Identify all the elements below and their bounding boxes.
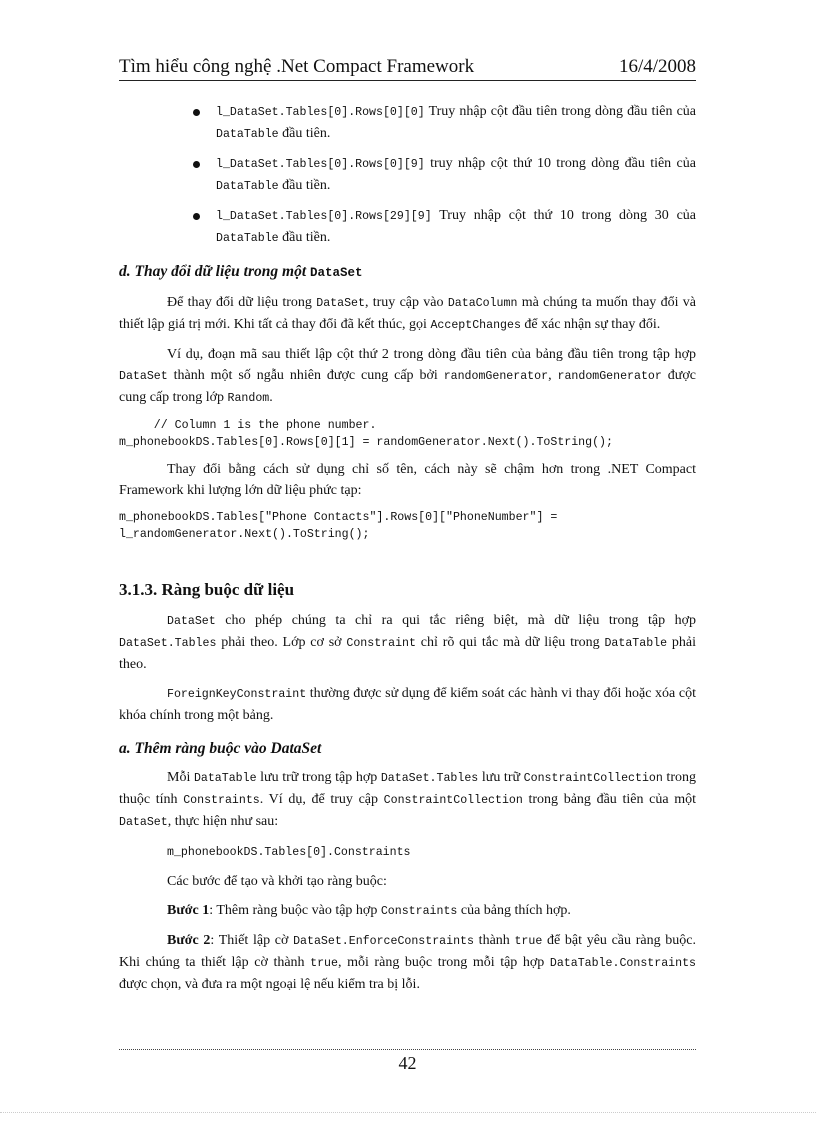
heading-text: d. Thay đổi dữ liệu trong một	[119, 263, 310, 280]
inline-code: DataTable	[216, 128, 279, 141]
bullet-icon	[193, 161, 200, 168]
paragraph: Thay đổi bằng cách sử dụng chỉ số tên, cách này sẽ chậm hơn trong .NET Compact Framework khi lượng lớn dữ liệu phức tạp:	[119, 462, 696, 498]
paragraph: Để thay đổi dữ liệu trong DataSet, truy cập vào DataColumn mà chúng ta muốn thay đổi và thiết lập giá trị mới. Khi tất cả thay đổi đã kết thúc, gọi AcceptChanges để xác nhận sự thay đổi.	[119, 295, 696, 332]
code-line: m_phonebookDS.Tables[0].Constraints	[167, 846, 411, 859]
paragraph: DataSet cho phép chúng ta chỉ ra qui tắc riêng biệt, mà dữ liệu trong tập hợp DataSet.Tables phải theo. Lớp cơ sở Constraint chỉ rõ qui tắc mà dữ liệu trong DataTable phải theo.	[119, 613, 696, 672]
bullet-icon	[193, 109, 200, 116]
inline-code: l_DataSet.Tables[0].Rows[0][9]	[216, 158, 425, 171]
header-date: 16/4/2008	[618, 56, 696, 77]
bullet-text: đầu tiền.	[278, 178, 331, 193]
list-item	[119, 205, 696, 249]
section-d-heading	[119, 261, 696, 284]
bullet-text: đầu tiên.	[278, 126, 331, 141]
inline-code: l_DataSet.Tables[0].Rows[0][0]	[216, 106, 425, 119]
bullet-icon	[193, 213, 200, 220]
list-item	[119, 153, 696, 197]
step-2: Bước 2: Thiết lập cờ DataSet.EnforceConstraints thành true để bật yêu cầu ràng buộc. Khi chúng ta thiết lập cờ thành true, mỗi ràng buộc trong mỗi tập hợp DataTable.Constraints được chọn, và đưa ra một ngoại lệ nếu kiểm tra bị lỗi.	[119, 933, 696, 992]
paragraph: Ví dụ, đoạn mã sau thiết lập cột thứ 2 trong dòng đầu tiên của bảng đầu tiên trong tập hợp DataSet thành một số ngẫu nhiên được cung cấp bởi randomGenerator, randomGenerator được cung cấp trong lớp Random.	[119, 347, 696, 405]
bullet-text: Truy nhập cột đầu tiên trong dòng đầu tiên của	[424, 104, 696, 119]
page-bottom-divider	[0, 1112, 816, 1113]
code-block: m_phonebookDS.Tables["Phone Contacts"].Rows[0]["PhoneNumber"] = l_randomGenerator.Next().ToString();	[119, 511, 558, 541]
bullet-text: Truy nhập cột thứ 10 trong dòng 30 của	[431, 208, 696, 223]
code-block: // Column 1 is the phone number. m_phonebookDS.Tables[0].Rows[0][1] = randomGenerator.Next().ToString();	[119, 419, 613, 449]
bullet-text: đầu tiền.	[278, 230, 331, 245]
paragraph: Mỗi DataTable lưu trữ trong tập hợp DataSet.Tables lưu trữ ConstraintCollection trong thuộc tính Constraints. Ví dụ, để truy cập ConstraintCollection trong bảng đầu tiên của một DataSet, thực hiện như sau:	[119, 770, 696, 829]
paragraph: Các bước để tạo và khởi tạo ràng buộc:	[167, 874, 387, 889]
paragraph: ForeignKeyConstraint thường được sử dụng để kiểm soát các hành vi thay đổi hoặc xóa cột khóa chính trong một bảng.	[119, 686, 696, 723]
step-1: Bước 1: Thêm ràng buộc vào tập hợp Constraints của bảng thích hợp.	[167, 903, 571, 918]
page-number: 42	[398, 1053, 417, 1073]
header-title: Tìm hiểu công nghệ .Net Compact Framework	[119, 56, 475, 77]
list-item	[119, 101, 696, 145]
page-header	[119, 52, 696, 81]
section-heading: 3.1.3. Ràng buộc dữ liệu	[119, 580, 295, 599]
inline-code: DataTable	[216, 180, 279, 193]
bullet-text: truy nhập cột thứ 10 trong dòng đầu tiên của	[424, 156, 696, 171]
inline-code: DataTable	[216, 232, 279, 245]
footer-divider	[119, 1049, 696, 1050]
bullet-list	[119, 101, 696, 249]
section-a-heading: a. Thêm ràng buộc vào DataSet	[119, 740, 322, 757]
inline-code: l_DataSet.Tables[0].Rows[29][9]	[216, 210, 432, 223]
page-content	[119, 101, 696, 1003]
inline-code: DataSet	[310, 266, 363, 280]
